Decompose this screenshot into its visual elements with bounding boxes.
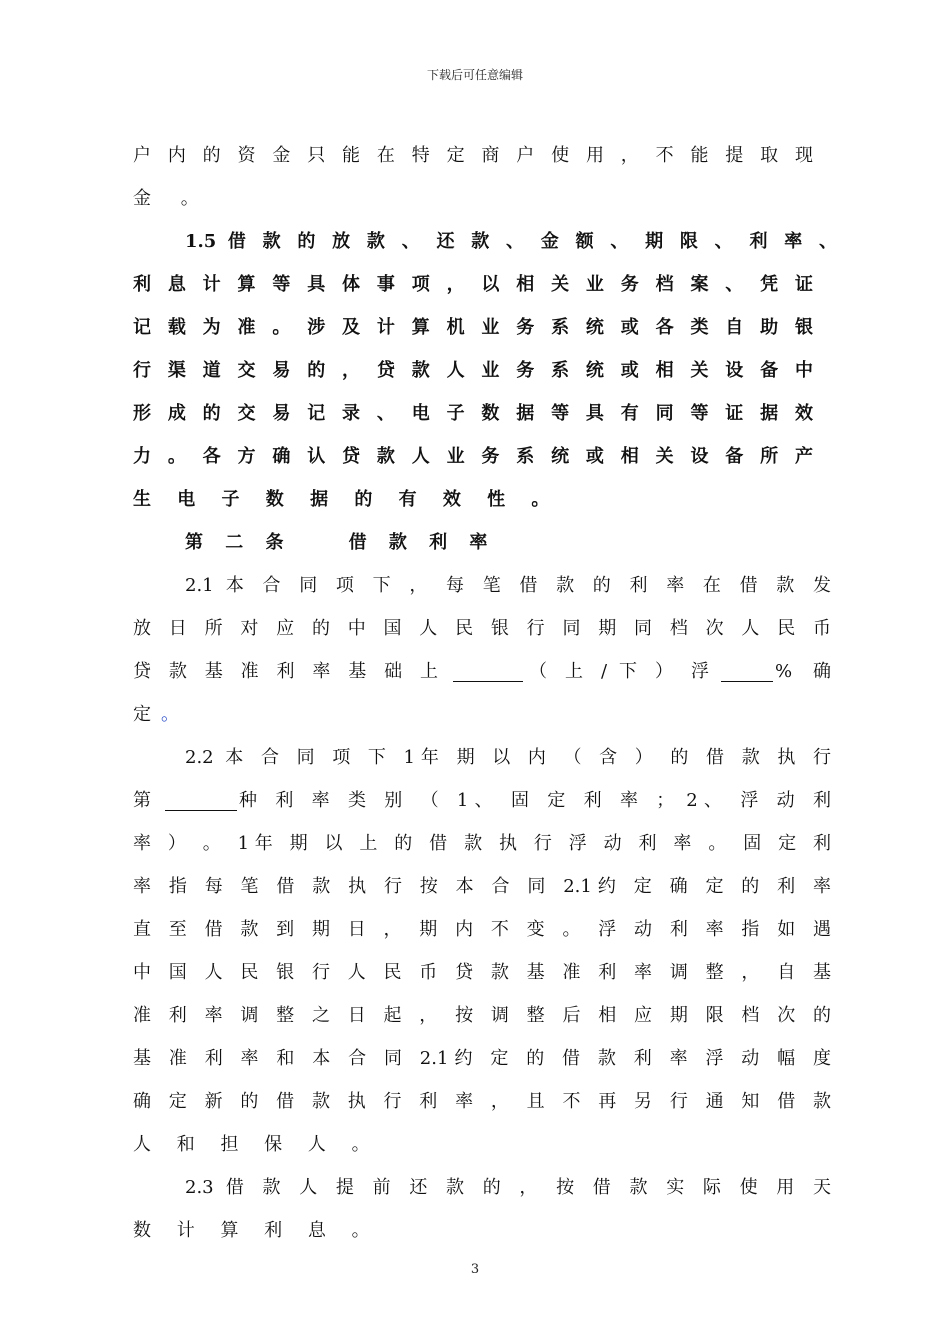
text-line: 直 至 借 款 到 期 日 ， 期 内 不 变 。 浮 动 利 率 指 如 遇 — [133, 919, 831, 940]
text-line: 2.3 借 款 人 提 前 还 款 的 ， 按 借 款 实 际 使 用 天 — [185, 1177, 831, 1198]
text-line: 放 日 所 对 应 的 中 国 人 民 银 行 同 期 同 档 次 人 民 币 — [133, 618, 831, 639]
text-line-with-blanks — [133, 786, 831, 816]
text-line: 记 载 为 准 。 涉 及 计 算 机 业 务 系 统 或 各 类 自 助 银 — [133, 317, 813, 338]
text-line: 准 利 率 调 整 之 日 起 ， 按 调 整 后 相 应 期 限 档 次 的 — [133, 1005, 831, 1026]
text-line: 2.2 本 合 同 项 下 1年 期 以 内 （ 含 ） 的 借 款 执 行 — [185, 747, 831, 768]
text-line: 人 和 担 保 人 。 — [133, 1134, 380, 1155]
float-direction-blank[interactable] — [453, 661, 523, 682]
text-line — [133, 700, 179, 730]
text-line: 率 ） 。 1年 期 以 上 的 借 款 执 行 浮 动 利 率 。 固 定 利 — [133, 833, 831, 854]
line-segment: 第 — [133, 790, 151, 811]
text-line: 中 国 人 民 银 行 人 民 币 贷 款 基 准 利 率 调 整 ， 自 基 — [133, 962, 831, 983]
page-header: 下载后可任意编辑 — [426, 68, 523, 82]
float-percent-blank[interactable] — [721, 661, 773, 682]
text-line-with-blanks — [133, 657, 831, 687]
text-line: 数 计 算 利 息 。 — [133, 1220, 380, 1241]
text-line: 确 定 新 的 借 款 执 行 利 率 ， 且 不 再 另 行 通 知 借 款 — [133, 1091, 831, 1112]
text-line: 户 内 的 资 金 只 能 在 特 定 商 户 使 用 ， 不 能 提 取 现 — [133, 145, 813, 166]
line-segment: 定 — [133, 704, 151, 725]
line-segment: % 确 — [775, 661, 831, 682]
text-line: 2.1 本 合 同 项 下 ， 每 笔 借 款 的 利 率 在 借 款 发 — [185, 575, 831, 596]
text-line: 率 指 每 笔 借 款 执 行 按 本 合 同 2.1约 定 确 定 的 利 率 — [133, 876, 831, 897]
text-line: 利 息 计 算 等 具 体 事 项 ， 以 相 关 业 务 档 案 、 凭 证 — [133, 274, 813, 295]
text-line: 基 准 利 率 和 本 合 同 2.1约 定 的 借 款 利 率 浮 动 幅 度 — [133, 1048, 831, 1069]
text-line: 力 。 各 方 确 认 贷 款 人 业 务 系 统 或 相 关 设 备 所 产 — [133, 446, 813, 467]
text-line: 行 渠 道 交 易 的 ， 贷 款 人 业 务 系 统 或 相 关 设 备 中 — [133, 360, 813, 381]
page-number: 3 — [470, 1262, 480, 1277]
text-line: 形 成 的 交 易 记 录 、 电 子 数 据 等 具 有 同 等 证 据 效 — [133, 403, 813, 424]
text-line: 金 。 — [133, 188, 211, 209]
line-segment: （ 上 / 下 ） 浮 — [529, 661, 709, 682]
line-segment: 种 利 率 类 别 （ 1、 固 定 利 率 ； 2、 浮 动 利 — [239, 790, 831, 811]
text-line: 生 电 子 数 据 的 有 效 性 。 — [133, 489, 560, 510]
line-segment: 贷 款 基 准 利 率 基 础 上 — [133, 661, 438, 682]
section-heading: 第 二 条 借 款 利 率 — [185, 532, 496, 553]
blue-period: 。 — [161, 704, 179, 725]
rate-type-blank[interactable] — [165, 790, 237, 811]
text-line: 1.5 借 款 的 放 款 、 还 款 、 金 额 、 期 限 、 利 率 、 — [185, 231, 837, 252]
